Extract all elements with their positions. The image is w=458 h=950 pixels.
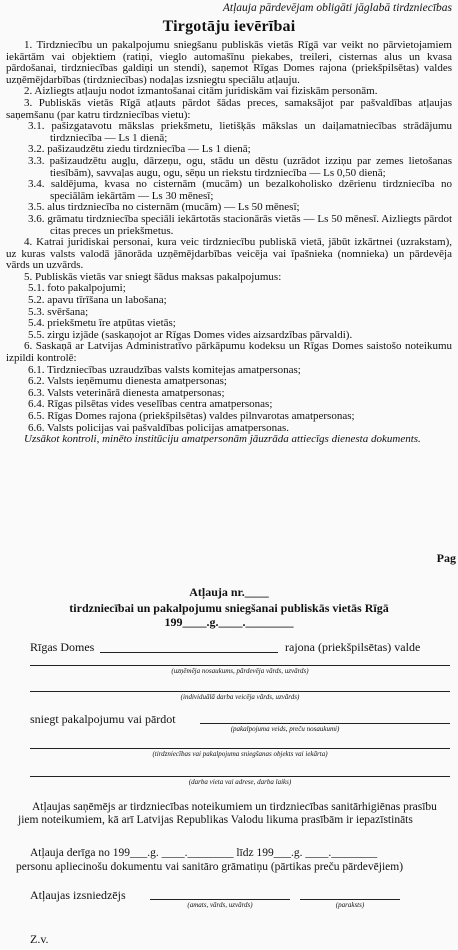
rule-item: 6.2. Valsts ieņēmumu dienesta amatpersonas; xyxy=(28,375,227,388)
page-title: Tirgotāju ievērībai xyxy=(162,18,296,35)
rule-item: 5.3. svēršana; xyxy=(28,305,89,318)
validity-continuation: personu apliecinošu dokumentu vai sanitāro grāmatiņu (pārtikas preču pārdevējiem) xyxy=(16,861,404,873)
rule-item: 5.1. foto pakalpojumi; xyxy=(28,282,126,295)
rule-item: 6.6. Valsts policijas vai pašvaldības policijas amatpersonas. xyxy=(28,421,289,434)
permit-number-title: Atļauja nr.____ xyxy=(189,585,269,599)
object-caption: (tirdzniecības vai pakalpojuma sniegšanas objekts vai iekārta) xyxy=(152,750,328,758)
district-field[interactable] xyxy=(100,652,278,653)
rule-item: 3.6. grāmatu tirdzniecība speciāli iekārtotās stacionārās vietās — Ls 50 mēnesī. Aizliegts pārdot citas preces un priekšmetus. xyxy=(28,212,452,237)
entrepreneur-field[interactable] xyxy=(30,665,450,666)
rule-item: 6.1. Tirdzniecības uzraudzības valsts komitejas amatpersonas; xyxy=(28,363,301,376)
rules-list xyxy=(6,40,452,446)
rule-item: 6.5. Rīgas Domes rajona (priekšpilsētas) valdes pilnvarotas amatpersonas; xyxy=(28,410,355,422)
rule-item: 3.4. saldējuma, kvasa no cisternām (mucām) un bezalkoholisko dzērienu tirdzniecība no speciālām iekārtām — Ls 30 mēnesī; xyxy=(28,178,452,202)
permit-date: 199____.g.____.________ xyxy=(164,615,294,629)
rule-item: 5. Publiskās vietās var sniegt šādus maksas pakalpojumus: xyxy=(24,270,282,283)
fold-mark: Pag xyxy=(436,551,456,565)
signature-caption: (paraksts) xyxy=(335,901,365,909)
individual-field[interactable] xyxy=(30,691,450,692)
rule-item: 5.2. apavu tīrīšana un labošana; xyxy=(28,294,167,307)
service-label: sniegt pakalpojumu vai pārdot xyxy=(30,712,176,726)
issuer-field[interactable] xyxy=(150,899,290,900)
service-field[interactable] xyxy=(200,723,450,724)
rule-item: Uzsākot kontroli, minēto institūciju amatpersonām jāuzrāda attiecīgs dienesta dokuments. xyxy=(24,433,421,446)
district-suffix: rajona (priekšpilsētas) valde xyxy=(285,640,421,654)
location-field[interactable] xyxy=(30,776,450,777)
rule-item: 1. Tirdzniecību un pakalpojumu sniegšanu publiskās vietās Rīgā var veikt no pārvietojamiem iekārtām vai objektiem (ratiņi, vieglo automašīnu piekabes, treileri, cisternas alus un kvasa pārdošanai, tirdzniecības galdiņi un stendi), saņemot Rīgas Domes rajona (priekšpilsētas) valdes uzņēmējdarbības (tirdzniecības) nodaļas izsniegtu speciālu atļauju. xyxy=(6,39,452,86)
rule-item: 5.4. priekšmetu īre atpūtas vietās; xyxy=(28,317,176,330)
rule-item: 5.5. zirgu izjāde (saskaņojot ar Rīgas Domes vides aizsardzības pārvaldi). xyxy=(28,328,353,341)
rule-item: 3.3. pašizaudzētu augļu, dārzeņu, ogu, stādu un dēstu (uzrādot izziņu par zemes lietošanas tiesībām), savvaļas augu, ogu, sēņu un riekstu tirdzniecība — Ls 0,50 dienā; xyxy=(28,154,452,179)
domes-label: Rīgas Domes xyxy=(30,640,95,654)
rule-item: 4. Katrai juridiskai personai, kura veic tirdzniecību publiskā vietā, jābūt izkārtnei (uzrakstam), uz kuras valsts valodā jānorāda uzņēmējdarbības veicēja vai īpašnieka (nomnieka) un pārdevēja vārds un uzvārds. xyxy=(6,236,452,272)
issuer-label: Atļaujas izsniedzējs xyxy=(30,888,126,902)
service-caption: (pakalpojuma veids, preču nosaukumi) xyxy=(230,725,340,733)
validity-line: Atļauja derīga no 199___.g. ____.________ līdz 199___.g. ____.________ xyxy=(30,847,378,859)
issuer-caption: (amats, vārds, uzvārds) xyxy=(187,901,253,909)
entrepreneur-caption: (uzņēmēja nosaukums, pārdevēja vārds, uzvārds) xyxy=(171,667,309,675)
rule-item: 2. Aizliegts atļauju nodot izmantošanai citām juridiskām vai fiziskām personām. xyxy=(24,85,378,98)
rule-item: 3. Publiskās vietās Rīgā atļauts pārdot šādas preces, samaksājot par pašvaldības atļaujas saņemšanu (par katru tirdzniecības vietu): xyxy=(6,96,452,121)
rule-item: 6.3. Valsts veterinārā dienesta amatpersonas; xyxy=(28,386,225,399)
acknowledgement-text: Atļaujas saņēmējs ar tirdzniecības noteikumiem un tirdzniecības sanitārhigiēnas prasību jiem noteikumiem, kā arī Latvijas Republikas Valodu likuma prasībām ir iepazīstināts xyxy=(18,801,437,826)
rule-item: 6. Saskaņā ar Latvijas Administratīvo pārkāpumu kodeksu un Rīgas Domes saistošo noteikumu izpildi kontrolē: xyxy=(6,340,452,365)
permit-purpose-title: tirdzniecībai un pakalpojumu sniegšanai publiskās vietās Rīgā xyxy=(69,601,389,615)
retention-notice: Atļauja pārdevējam obligāti jāglabā tirdzniecības xyxy=(222,2,452,14)
signature-field[interactable] xyxy=(300,899,400,900)
object-field[interactable] xyxy=(30,748,450,749)
rule-item: 3.5. alus tirdzniecība no cisternām (mucām) — Ls 50 mēnesī; xyxy=(28,201,300,214)
rule-item: 3.1. pašizgatavotu mākslas priekšmetu, lietišķās mākslas un daiļamatniecības strādājumu tirdzniecība — Ls 1 dienā; xyxy=(28,120,452,144)
location-caption: (darba vieta vai adrese, darba laiks) xyxy=(188,778,292,786)
rule-item: 3.2. pašizaudzētu ziedu tirdzniecība — Ls 1 dienā; xyxy=(28,143,251,156)
individual-caption: (individuālā darba veicēja vārds, uzvārds) xyxy=(180,693,300,701)
rule-item: 6.4. Rīgas pilsētas vides veselības centra amatpersonas; xyxy=(28,398,273,411)
stamp-label: Z.v. xyxy=(30,932,49,946)
